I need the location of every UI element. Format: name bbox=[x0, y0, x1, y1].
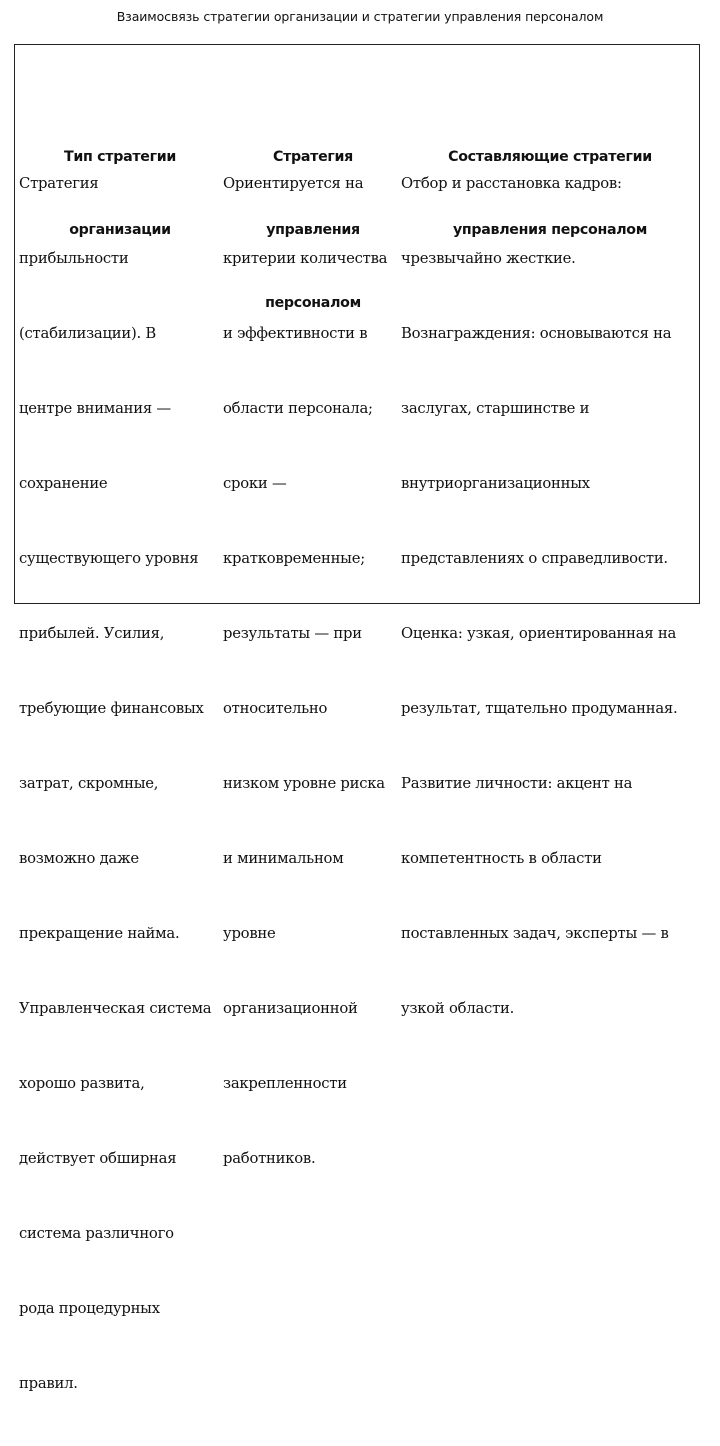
cell-line: результаты — при bbox=[223, 625, 362, 642]
cell-strategy-components bbox=[401, 121, 677, 1071]
cell-line: хорошо развита, bbox=[19, 1075, 145, 1092]
column-personnel-strategy bbox=[223, 45, 403, 1167]
header-line: организации bbox=[69, 222, 171, 238]
header-line: Тип стратегии bbox=[64, 149, 176, 165]
cell-line: прекращение найма. bbox=[19, 925, 180, 942]
cell-line: возможно даже bbox=[19, 850, 139, 867]
cell-line: организационной bbox=[223, 1000, 358, 1017]
cell-line: Развитие личности: акцент на bbox=[401, 775, 633, 792]
cell-line: требующие финансовых bbox=[19, 700, 204, 717]
cell-line: Оценка: узкая, ориентированная на bbox=[401, 625, 677, 642]
cell-line: работников. bbox=[223, 1150, 316, 1167]
cell-line: и минимальном bbox=[223, 850, 344, 867]
cell-organization-strategy bbox=[19, 121, 211, 1446]
cell-line: рода процедурных bbox=[19, 1300, 160, 1317]
cell-line: поставленных задач, эксперты — в bbox=[401, 925, 669, 942]
cell-line: заслугах, старшинстве и bbox=[401, 400, 590, 417]
cell-line: действует обширная bbox=[19, 1150, 177, 1167]
cell-line: сохранение bbox=[19, 475, 108, 492]
cell-line: система различного bbox=[19, 1225, 174, 1242]
cell-line: кратковременные; bbox=[223, 550, 365, 567]
header-line: Стратегия bbox=[273, 149, 353, 165]
header-line: Составляющие стратегии bbox=[448, 149, 652, 165]
cell-line: внутриорганизационных bbox=[401, 475, 590, 492]
cell-line: низком уровне риска bbox=[223, 775, 385, 792]
cell-line: Стратегия bbox=[19, 175, 99, 192]
header-line: управления bbox=[266, 222, 360, 238]
strategy-table bbox=[14, 44, 700, 1392]
cell-personnel-strategy bbox=[223, 121, 387, 1221]
page-title: Взаимосвязь стратегии организации и стратегии управления персоналом bbox=[116, 9, 604, 24]
column-strategy-components bbox=[401, 45, 699, 1017]
cell-line: прибыльности bbox=[19, 250, 129, 267]
cell-line: сроки — bbox=[223, 475, 287, 492]
cell-line: Отбор и расстановка кадров: bbox=[401, 175, 622, 192]
column-organization-strategy bbox=[19, 45, 225, 1392]
cell-line: компетентность в области bbox=[401, 850, 602, 867]
cell-line: центре внимания — bbox=[19, 400, 171, 417]
cell-line: узкой области. bbox=[401, 1000, 515, 1017]
header-line: персоналом bbox=[265, 295, 361, 311]
cell-line: (стабилизации). В bbox=[19, 325, 157, 342]
cell-line: Ориентируется на bbox=[223, 175, 364, 192]
cell-line: относительно bbox=[223, 700, 328, 717]
cell-line: чрезвычайно жесткие. bbox=[401, 250, 576, 267]
cell-line: уровне bbox=[223, 925, 276, 942]
header-line: управления персоналом bbox=[452, 222, 648, 238]
cell-line: области персонала; bbox=[223, 400, 373, 417]
cell-line: правил. bbox=[19, 1375, 78, 1392]
cell-line: представлениях о справедливости. bbox=[401, 550, 668, 567]
cell-line: Управленческая система bbox=[19, 1000, 212, 1017]
cell-line: затрат, скромные, bbox=[19, 775, 159, 792]
cell-line: результат, тщательно продуманная. bbox=[401, 700, 678, 717]
cell-line: критерии количества bbox=[223, 250, 388, 267]
cell-line: Вознаграждения: основываются на bbox=[401, 325, 672, 342]
cell-line: и эффективности в bbox=[223, 325, 368, 342]
cell-line: прибылей. Усилия, bbox=[19, 625, 165, 642]
cell-line: закрепленности bbox=[223, 1075, 347, 1092]
cell-line: существующего уровня bbox=[19, 550, 199, 567]
